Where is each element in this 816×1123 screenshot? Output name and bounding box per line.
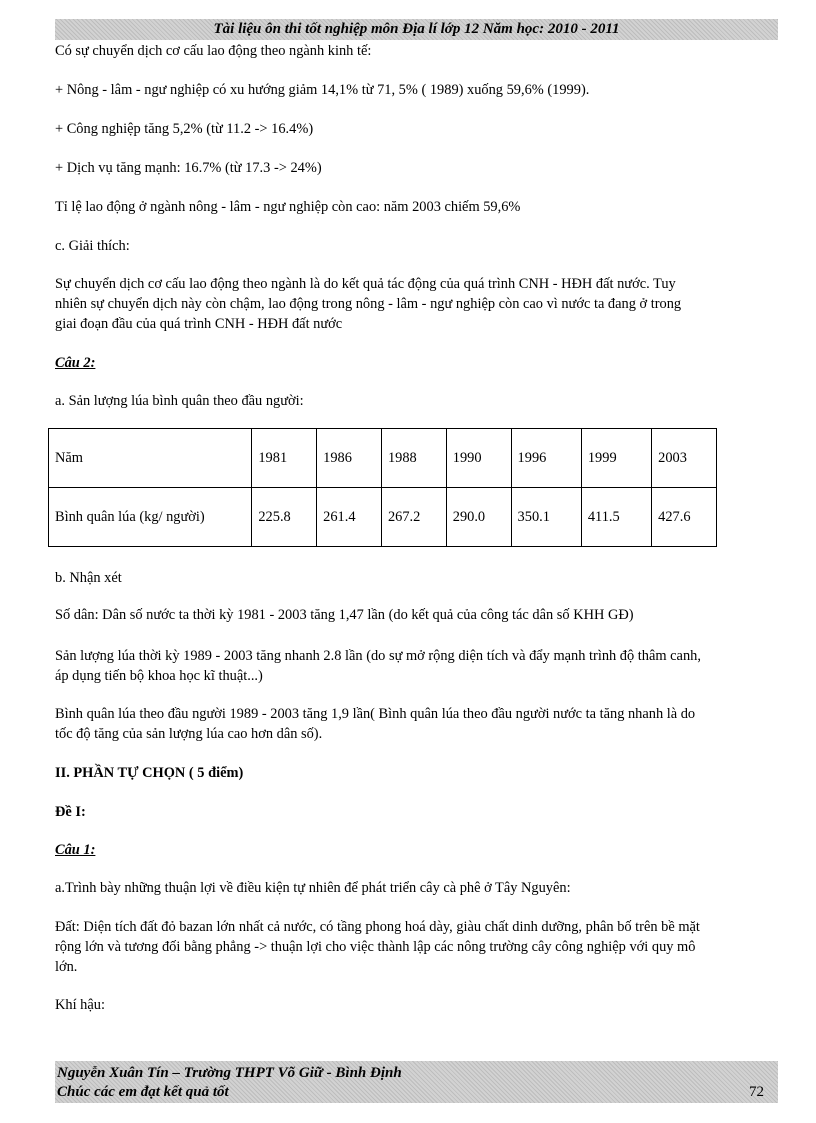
heading-question-2: Câu 2: bbox=[55, 355, 96, 371]
table-cell-year: 1988 bbox=[381, 429, 446, 488]
page-header bbox=[55, 19, 778, 40]
table-cell-value: 225.8 bbox=[252, 488, 317, 547]
paragraph-industry: + Công nghiệp tăng 5,2% (từ 11.2 -> 16.4%) bbox=[55, 121, 314, 137]
table-cell-year: 1981 bbox=[252, 429, 317, 488]
rice-average-line-2: tốc độ tăng của sản lượng lúa cao hơn dân số). bbox=[55, 726, 323, 742]
explanation-line-2: nhiên sự chuyển dịch này còn chậm, lao động trong nông - lâm - ngư nghiệp còn cao vì nước ta đang ở trong bbox=[55, 296, 682, 312]
paragraph-explanation bbox=[55, 274, 775, 334]
paragraph-soil bbox=[55, 917, 775, 977]
paragraph-agriculture: + Nông - lâm - ngư nghiệp có xu hướng giảm 14,1% từ 71, 5% ( 1989) xuống 59,6% (1999). bbox=[55, 82, 590, 98]
paragraph-population: Số dân: Dân số nước ta thời kỳ 1981 - 2003 tăng 1,47 lần (do kết quả của công tác dân số KHH GĐ) bbox=[55, 607, 634, 623]
table-cell-value: 411.5 bbox=[581, 488, 651, 547]
paragraph-services: + Dịch vụ tăng mạnh: 16.7% (từ 17.3 -> 24%) bbox=[55, 160, 322, 176]
soil-line-3: lớn. bbox=[55, 959, 78, 975]
rice-output-line-2: áp dụng tiến bộ khoa học kĩ thuật...) bbox=[55, 668, 263, 684]
paragraph-rice-output bbox=[55, 646, 775, 686]
paragraph-explanation-title: c. Giải thích: bbox=[55, 238, 130, 254]
table-header-rice: Bình quân lúa (kg/ người) bbox=[49, 488, 252, 547]
header-title: Tài liệu ôn thi tốt nghiệp môn Địa lí lớp 12 Năm học: 2010 - 2011 bbox=[213, 21, 620, 37]
footer-author: Nguyễn Xuân Tín – Trường THPT Võ Giữ - Bình Định bbox=[57, 1065, 402, 1081]
table-cell-value: 350.1 bbox=[511, 488, 581, 547]
soil-line-2: rộng lớn và tương đối bằng phẳng -> thuận lợi cho việc thành lập các nông trường cây công nghiệp với quy mô bbox=[55, 939, 696, 955]
table-cell-value: 267.2 bbox=[381, 488, 446, 547]
paragraph-rice-average bbox=[55, 704, 775, 744]
table-cell-year: 2003 bbox=[652, 429, 717, 488]
heading-de-1: Đề I: bbox=[55, 804, 86, 820]
paragraph-labor-shift: Có sự chuyển dịch cơ cấu lao động theo ngành kinh tế: bbox=[55, 43, 372, 59]
soil-line-1: Đất: Diện tích đất đỏ bazan lớn nhất cả nước, có tầng phong hoá dày, giàu chất dinh dưỡng, phân bố trên bề mặt bbox=[55, 919, 700, 935]
paragraph-climate: Khí hậu: bbox=[55, 997, 105, 1013]
table-cell-year: 1986 bbox=[317, 429, 382, 488]
paragraph-agri-ratio: Tỉ lệ lao động ở ngành nông - lâm - ngư nghiệp còn cao: năm 2003 chiếm 59,6% bbox=[55, 199, 521, 215]
table-row-years bbox=[49, 429, 717, 488]
explanation-line-1: Sự chuyển dịch cơ cấu lao động theo ngành là do kết quả tác động của quá trình CNH - HĐH đất nước. Tuy bbox=[55, 276, 676, 292]
table-cell-value: 290.0 bbox=[446, 488, 511, 547]
heading-question-1: Câu 1: bbox=[55, 842, 96, 858]
rice-per-capita-table bbox=[48, 428, 717, 547]
page-number: 72 bbox=[749, 1084, 764, 1100]
table-cell-value: 427.6 bbox=[652, 488, 717, 547]
rice-average-line-1: Bình quân lúa theo đầu người 1989 - 2003 tăng 1,9 lần( Bình quân lúa theo đầu người nước ta tăng nhanh là do bbox=[55, 706, 696, 722]
paragraph-coffee-title: a.Trình bày những thuận lợi về điều kiện tự nhiên để phát triển cây cà phê ở Tây Nguyên: bbox=[55, 880, 571, 896]
table-cell-year: 1999 bbox=[581, 429, 651, 488]
table-cell-year: 1990 bbox=[446, 429, 511, 488]
paragraph-rice-per-capita: a. Sản lượng lúa bình quân theo đầu người: bbox=[55, 393, 304, 409]
heading-section-2: II. PHẦN TỰ CHỌN ( 5 điểm) bbox=[55, 765, 244, 781]
table-header-year: Năm bbox=[49, 429, 252, 488]
table-cell-value: 261.4 bbox=[317, 488, 382, 547]
explanation-line-3: giai đoạn đầu của quá trình CNH - HĐH đất nước bbox=[55, 316, 343, 332]
page-footer bbox=[55, 1061, 778, 1103]
table-cell-year: 1996 bbox=[511, 429, 581, 488]
table-row-values bbox=[49, 488, 717, 547]
rice-output-line-1: Sản lượng lúa thời kỳ 1989 - 2003 tăng nhanh 2.8 lần (do sự mở rộng diện tích và đẩy mạnh trình độ thâm canh, bbox=[55, 648, 701, 664]
footer-wish: Chúc các em đạt kết quả tốt bbox=[57, 1084, 229, 1100]
paragraph-remarks-title: b. Nhận xét bbox=[55, 570, 122, 586]
